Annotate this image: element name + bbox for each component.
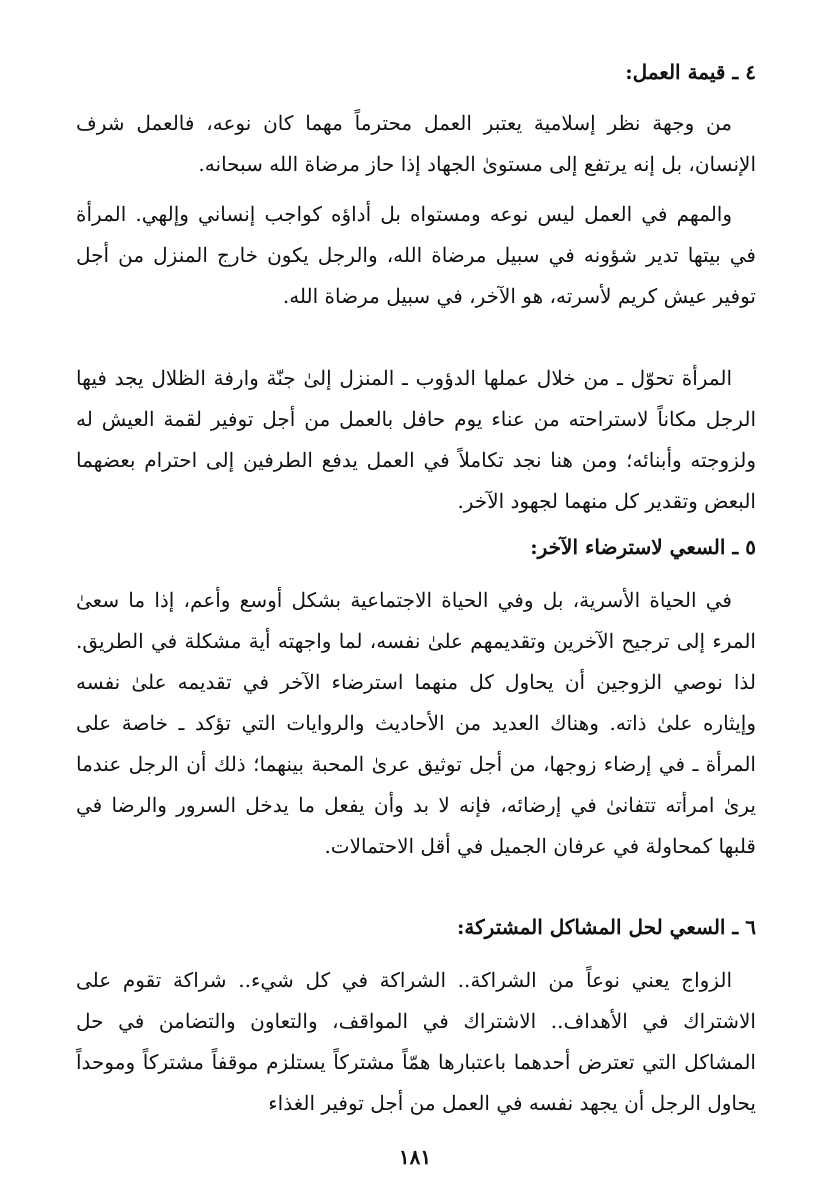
section-4-paragraph-1: من وجهة نظر إسلامية يعتبر العمل محترماً مهما كان نوعه، فالعمل شرف الإنسان، بل إنه يرتفع إلى مستوىٰ الجهاد إذا حاز مرضاة الله سبحانه.: [76, 111, 756, 176]
section-4-heading: ٤ ـ قيمة العمل:: [625, 60, 756, 84]
section-5-paragraph-1: في الحياة الأسرية، بل وفي الحياة الاجتماعية بشكل أوسع وأعم، إذا ما سعىٰ المرء إلى ترجيح الآخرين وتقديمهم علىٰ نفسه، لما واجهته أية مشكلة في الطريق. لذا نوصي الزوجين أن يحاول كل منهما استرضاء الآخر في تقديمه علىٰ نفسه وإيثاره علىٰ ذاته. وهناك العديد من الأحاديث والروايات التي تؤكد ـ خاصة على المرأة ـ في إرضاء زوجها، من أجل توثيق عرىٰ المحبة بينهما؛ ذلك أن الرجل عندما يرىٰ امرأته تتفانىٰ في إرضائه، فإنه لا بد وأن يفعل ما يدخل السرور والرضا في قلبها كمحاولة في عرفان الجميل في أقل الاحتمالات.: [76, 588, 756, 858]
page-number: ١٨١: [398, 1145, 432, 1169]
section-6-paragraph-1: الزواج يعني نوعاً من الشراكة.. الشراكة في كل شيء.. شراكة تقوم على الاشتراك في الأهداف.. الاشتراك في المواقف، والتعاون والتضامن في حل المشاكل التي تعترض أحدهما باعتبارها همّاً مشتركاً يستلزم موقفاً مشتركاً وموحداً يحاول الرجل أن يجهد نفسه في العمل من أجل توفير الغذاء: [76, 968, 756, 1115]
section-4-paragraph-3: المرأة تحوّل ـ من خلال عملها الدؤوب ـ المنزل إلىٰ جنّة وارفة الظلال يجد فيها الرجل مكاناً لاستراحته من عناء يوم حافل بالعمل من أجل توفير لقمة العيش له ولزوجته وأبنائه؛ ومن هنا نجد تكاملاً في العمل يدفع الطرفين إلى احترام بعضهما البعض وتقدير كل منهما لجهود الآخر.: [76, 366, 756, 513]
section-5-heading: ٥ ـ السعي لاسترضاء الآخر:: [530, 535, 756, 559]
section-6-heading: ٦ ـ السعي لحل المشاكل المشتركة:: [457, 915, 756, 939]
section-4-paragraph-2: والمهم في العمل ليس نوعه ومستواه بل أداؤه كواجب إنساني وإلهي. المرأة في بيتها تدير شؤونه في سبيل مرضاة الله، والرجل يكون خارج المنزل من أجل توفير عيش كريم لأسرته، هو الآخر، في سبيل مرضاة الله.: [76, 202, 756, 308]
